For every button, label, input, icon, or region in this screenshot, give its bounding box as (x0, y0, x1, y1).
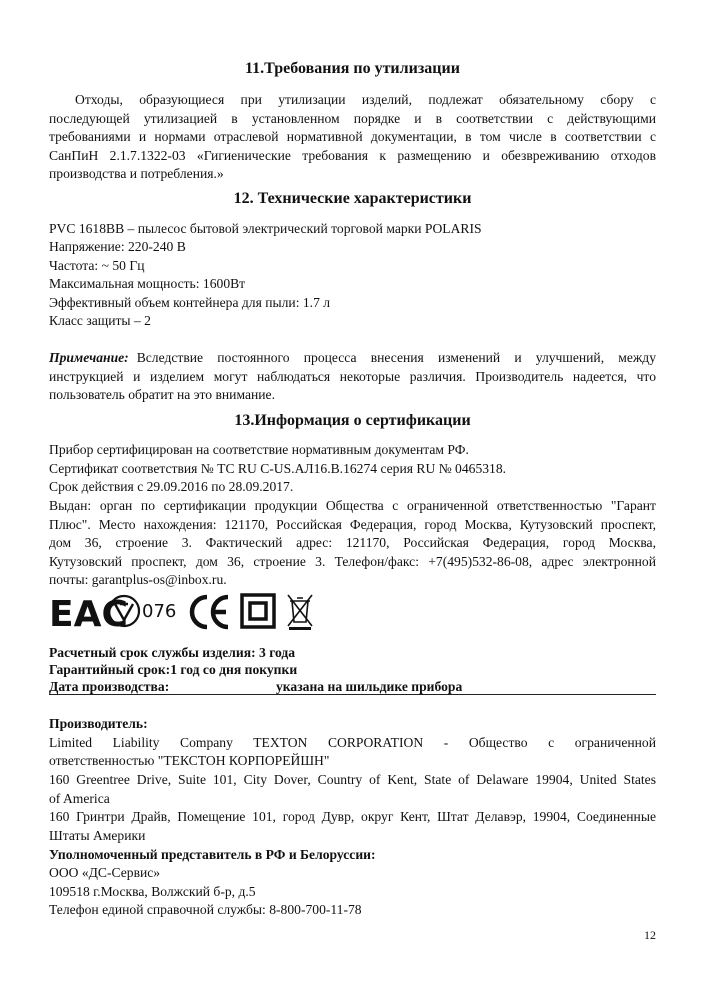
section-12-title: 12. Технические характеристики (233, 190, 472, 207)
representative-line: 109518 г.Москва, Волжский б-р, д.5 (49, 884, 256, 899)
production-date-value: указана на шильдике прибора (276, 679, 463, 694)
manufacturer-line: Штаты Америки (49, 828, 146, 843)
note-first-line (49, 348, 656, 367)
spec-line: Максимальная мощность: 1600Вт (49, 276, 246, 291)
representative-line: Телефон единой справочной службы: 8-800-700-11-78 (49, 902, 362, 917)
cert-line: Сертификат соответствия № ТС RU C-US.АЛ16.В.16274 серия RU № 0465318. (49, 461, 507, 476)
manufacturer-line: of America (49, 791, 110, 806)
cert-line: почты: garantplus-os@inbox.ru. (49, 572, 227, 587)
note-text: Вследствие постоянного процесса внесения изменений и улучшений, между (136, 350, 656, 365)
service-life: Расчетный срок службы изделия: 3 года (49, 645, 296, 660)
representative-line: ООО «ДС-Сервис» (49, 865, 161, 880)
warranty: Гарантийный срок:1 год со дня покупки (49, 662, 298, 677)
cert-line: Плюс". Место нахождения: 121170, Российская Федерация, город Москва, Кутузовский проспект, (49, 517, 656, 532)
ce-mark-icon (188, 592, 232, 632)
spec-line: Класс защиты – 2 (49, 313, 151, 328)
production-date-label: Дата производства: (49, 679, 170, 694)
double-insulation-icon (239, 592, 277, 630)
rst-code: 076 (142, 601, 177, 622)
s11-line: требованиями и нормами отраслевой нормативной документации, в том числе в соответствии с (49, 129, 656, 144)
cert-line: Выдан: орган по сертификации продукции Общества с ограниченной ответственностью "Гарант (49, 498, 656, 513)
cert-line: Кутузовский проспект, дом 36, строение 3. Телефон/факс: +7(495)532-86-08, адрес электронной (49, 554, 656, 569)
s11-line: последующей утилизацией в установленном порядке и в соответствии с действующими (49, 111, 656, 126)
manufacturer-line: 160 Гринтри Драйв, Помещение 101, город Дувр, округ Кент, Штат Делавэр, 19904, Соединенные (49, 809, 656, 824)
cert-line: дом 36, строение 3. Фактический адрес: 121170, Российская Федерация, город Москва, (49, 535, 656, 550)
representative-label: Уполномоченный представитель в РФ и Белоруссии: (49, 847, 376, 862)
cert-line: Срок действия с 29.09.2016 по 28.09.2017. (49, 479, 294, 494)
s11-line: производства и потребления.» (49, 166, 224, 181)
manufacturer-label: Производитель: (49, 716, 148, 731)
manufacturer-line: Limited Liability Company TEXTON CORPORATION - Общество с ограниченной (49, 735, 656, 750)
s11-line: СанПиН 2.1.7.1322-03 «Гигиенические требования к размещению и обезвреживанию отходов (49, 148, 656, 163)
section-11-title: 11.Требования по утилизации (245, 60, 460, 77)
note-text: пользователь обратит на это внимание. (49, 387, 275, 402)
cert-line: Прибор сертифицирован на соответствие нормативным документам РФ. (49, 442, 469, 457)
eac-mark-text: EAC (49, 594, 128, 635)
certification-marks (49, 592, 339, 634)
spec-line: Напряжение: 220-240 В (49, 239, 186, 254)
rst-mark-icon (106, 592, 142, 630)
section-13-title: 13.Информация о сертификации (234, 412, 471, 429)
weee-bin-icon (285, 592, 315, 632)
note-text: инструкцией и изделием могут наблюдаться некоторые различия. Производитель надеется, что (49, 369, 656, 384)
eac-mark-icon (49, 592, 128, 635)
page-number: 12 (644, 928, 656, 942)
manufacturer-line: ответственностью "ТЕКСТОН КОРПОРЕЙШН" (49, 753, 330, 768)
note-label: Примечание: (49, 350, 129, 365)
s11-line: Отходы, образующиеся при утилизации изделий, подлежат обязательному сбору с (75, 92, 656, 107)
spec-line: Частота: ~ 50 Гц (49, 258, 145, 273)
spec-line: PVC 1618BB – пылесос бытовой электрический торговой марки POLARIS (49, 221, 482, 236)
manufacturer-line: 160 Greentree Drive, Suite 101, City Dover, Country of Kent, State of Delaware 19904, United States (49, 772, 656, 787)
spec-line: Эффективный объем контейнера для пыли: 1.7 л (49, 295, 331, 310)
divider (49, 694, 656, 695)
